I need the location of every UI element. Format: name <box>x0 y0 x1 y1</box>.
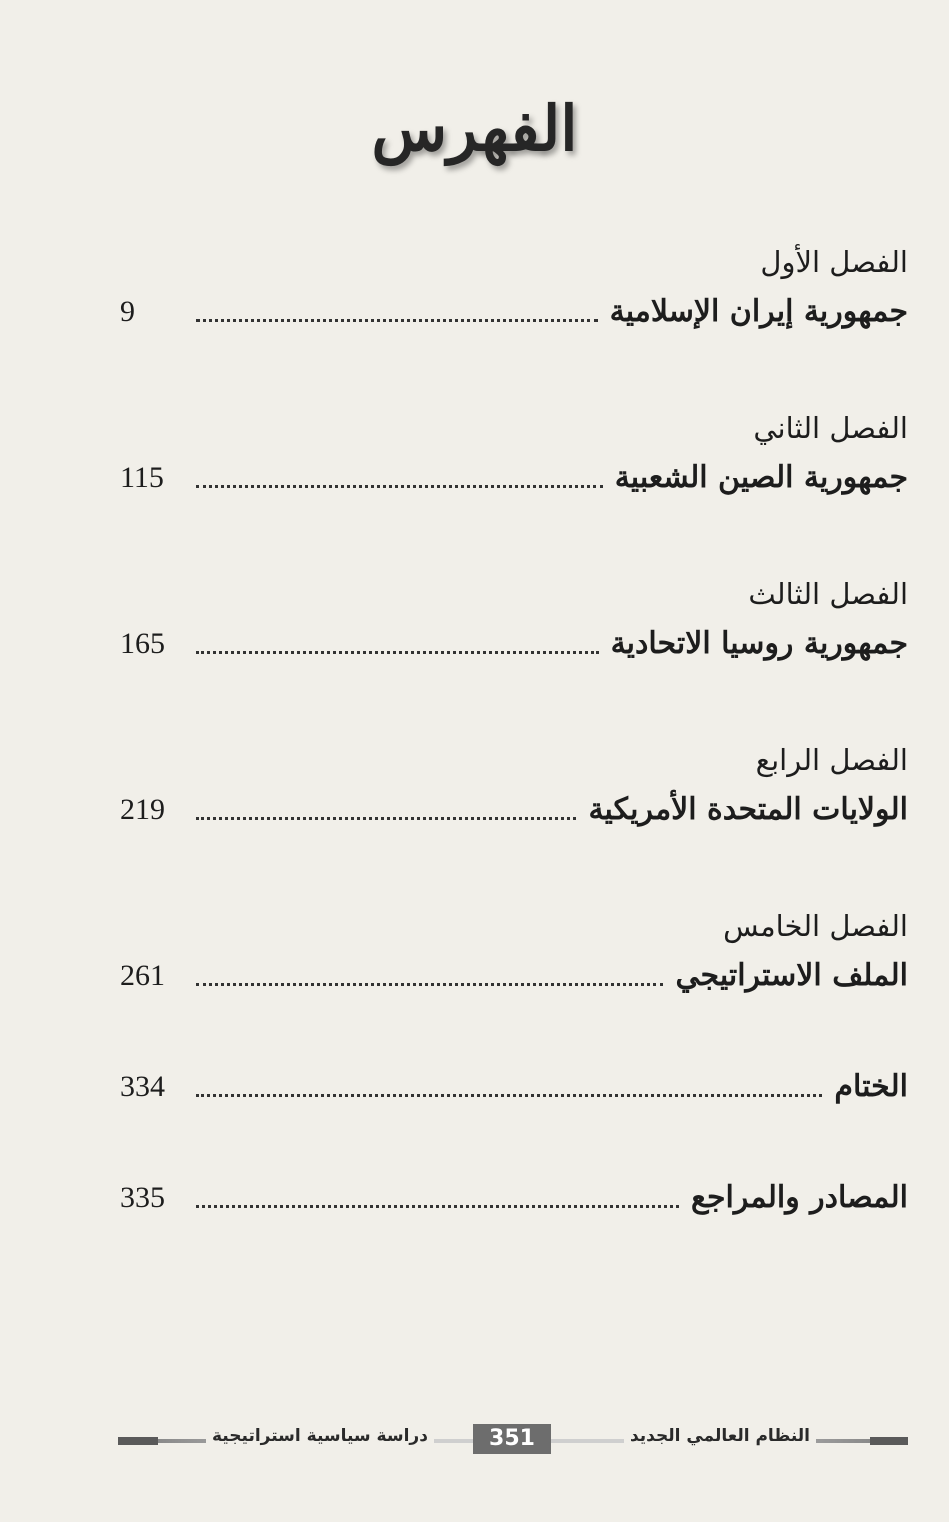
entry-title: جمهورية الصين الشعبية <box>614 460 908 495</box>
toc-entry-6 <box>120 1059 908 1115</box>
table-of-contents <box>120 240 908 1226</box>
toc-row <box>120 782 908 838</box>
chapter-label: الفصل الثالث <box>748 577 908 611</box>
dot-leader <box>196 319 598 322</box>
dot-leader <box>196 817 576 820</box>
chapter-label: الفصل الأول <box>760 245 908 279</box>
dot-leader <box>196 651 599 654</box>
toc-row <box>120 948 908 1004</box>
page-footer <box>118 1424 908 1456</box>
footer-book-title: النظام العالمي الجديد <box>624 1426 816 1446</box>
toc-entry-1 <box>120 240 908 340</box>
footer-bar-left <box>118 1437 158 1445</box>
footer-bar-right <box>870 1437 908 1445</box>
toc-row <box>120 616 908 672</box>
dot-leader <box>196 1094 822 1097</box>
toc-row <box>120 284 908 340</box>
page-number: 165 <box>120 627 165 660</box>
entry-title: الملف الاستراتيجي <box>675 958 908 993</box>
entry-title: جمهورية إيران الإسلامية <box>609 294 908 329</box>
chapter-label: الفصل الثاني <box>753 411 908 445</box>
dot-leader <box>196 1205 679 1208</box>
footer-page-number: 351 <box>473 1424 551 1454</box>
chapter-label: الفصل الخامس <box>723 909 908 943</box>
dot-leader <box>196 485 603 488</box>
page-number: 9 <box>120 295 135 328</box>
toc-row <box>120 1059 908 1115</box>
page-number: 335 <box>120 1181 165 1214</box>
toc-row <box>120 450 908 506</box>
page-number: 115 <box>120 461 164 494</box>
toc-entry-4 <box>120 738 908 838</box>
entry-title: المصادر والمراجع <box>691 1180 908 1215</box>
dot-leader <box>196 983 663 986</box>
toc-entry-5 <box>120 904 908 1004</box>
chapter-label: الفصل الرابع <box>755 743 908 777</box>
page-number: 334 <box>120 1070 165 1103</box>
toc-entry-3 <box>120 572 908 672</box>
entry-title: الولايات المتحدة الأمريكية <box>588 792 908 827</box>
toc-entry-2 <box>120 406 908 506</box>
toc-entry-7 <box>120 1170 908 1226</box>
entry-title: جمهورية روسيا الاتحادية <box>610 626 908 661</box>
page-number: 219 <box>120 793 165 826</box>
footer-subtitle: دراسة سياسية استراتيجية <box>206 1426 434 1446</box>
page-title: الفهرس <box>371 92 578 165</box>
page-number: 261 <box>120 959 165 992</box>
entry-title: الختام <box>834 1069 908 1104</box>
toc-row <box>120 1170 908 1226</box>
